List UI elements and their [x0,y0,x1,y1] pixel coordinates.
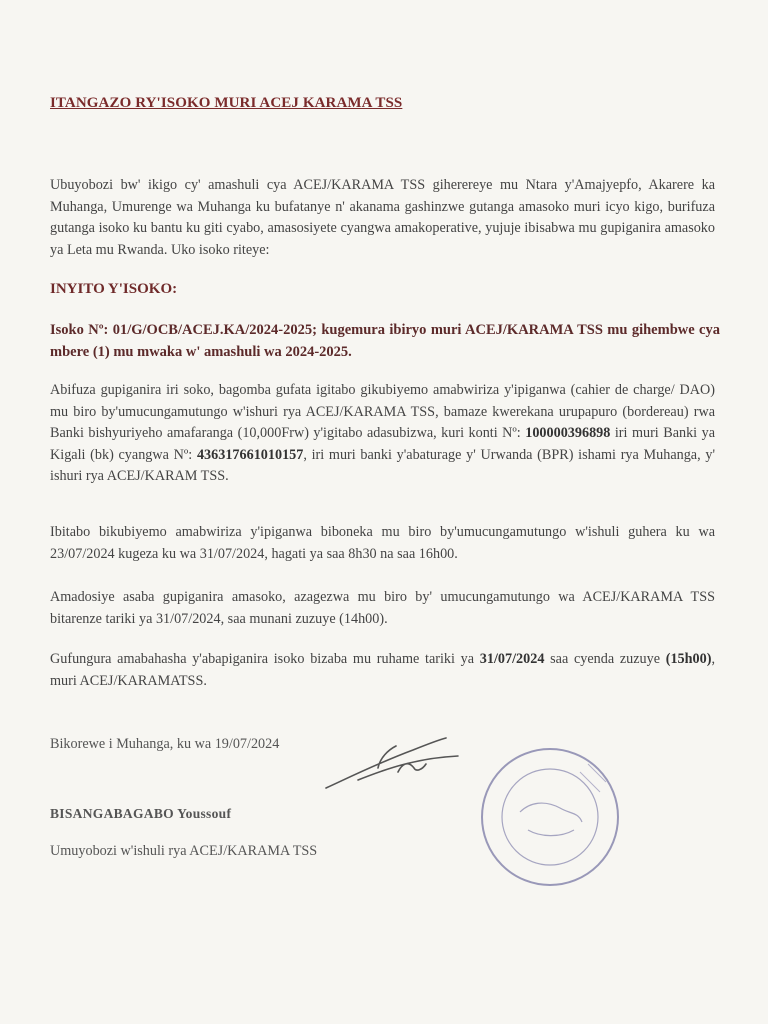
p1-text-a: Abifuza gupiganira iri soko, bagomba gufata igitabo gikubiyemo amabwiriza y'ipiganwa (cahier de charge/ DAO) mu biro by'umucungamutungo w'ishuri rya ACEJ/KARAMA TSS, bamaze kwerekana urupapuro (bordereau) rwa Banki bishyuriyeho amafaranga (10,000Frw) y'igitabo adasubizwa, kuri konti Nº: [50,382,715,441]
signer-role: Umuyobozi w'ishuli rya ACEJ/KARAMA TSS [50,843,318,859]
p4-text-c: , muri ACEJ/KARAMATSS. [50,651,715,689]
tender-reference: Isoko Nº: 01/G/OCB/ACEJ.KA/2024-2025; kugemura ibiryo muri ACEJ/KARAMA TSS mu gihembwe cya mbere (1) mu mwaka w' amashuli wa 2024-2025. [50,322,720,360]
signer-name: BISANGABAGABO Youssouf [50,806,232,821]
document-title: ITANGAZO RY'ISOKO MURI ACEJ KARAMA TSS [50,95,403,111]
paragraph-submission: Amadosiye asaba gupiganira amasoko, azagezwa mu biro by' umucungamutungo wa ACEJ/KARAMA TSS bitarenze tariki ya 31/07/2024, saa munani zuzuye (14h00). [50,589,715,627]
opening-time: (15h00) [665,651,712,667]
section-heading: INYITO Y'ISOKO: [50,281,178,297]
account-number-bk: 100000396898 [525,425,611,441]
paragraph-opening [50,649,715,692]
official-stamp-icon [470,742,630,892]
p4-text-b: saa cyenda zuzuye [544,651,666,667]
paragraph-availability: Ibitabo bikubiyemo amabwiriza y'ipiganwa biboneka mu biro by'umucungamutungo w'ishuli guhera ku wa 23/07/2024 kugeza ku wa 31/07/2024, hagati ya saa 8h30 na saa 16h00. [50,524,715,562]
paragraph-bidding-instructions [50,380,715,488]
handwritten-signature [318,728,468,798]
opening-date: 31/07/2024 [479,651,545,667]
dateline: Bikorewe i Muhanga, ku wa 19/07/2024 [50,736,280,752]
account-number-bpr: 436317661010157 [196,446,304,463]
intro-paragraph: Ubuyobozi bw' ikigo cy' amashuli cya ACEJ/KARAMA TSS giherereye mu Ntara y'Amajyepfo, Akarere ka Muhanga, Umurenge wa Muhanga ku bufatanye n' akanama gashinzwe gutanga amasoko muri icyo kigo, burifuza gutanga isoko ku bantu ku giti cyabo, amasosiyete cyangwa amakoperative, yujuje ibisabwa mu gupiganira amasoko ya Leta mu Rwanda. Uko isoko riteye: [50,177,715,258]
p1-text-b: iri muri Banki ya Kigali (bk) cyangwa Nº: [50,425,715,463]
p4-text-a: Gufungura amabahasha y'abapiganira isoko bizaba mu ruhame tariki ya [50,651,480,667]
p1-text-c: , iri muri banki y'abaturage y' Urwanda (BPR) ishami rya Muhanga, y' ishuri rya ACEJ/KARAM TSS. [50,446,715,484]
